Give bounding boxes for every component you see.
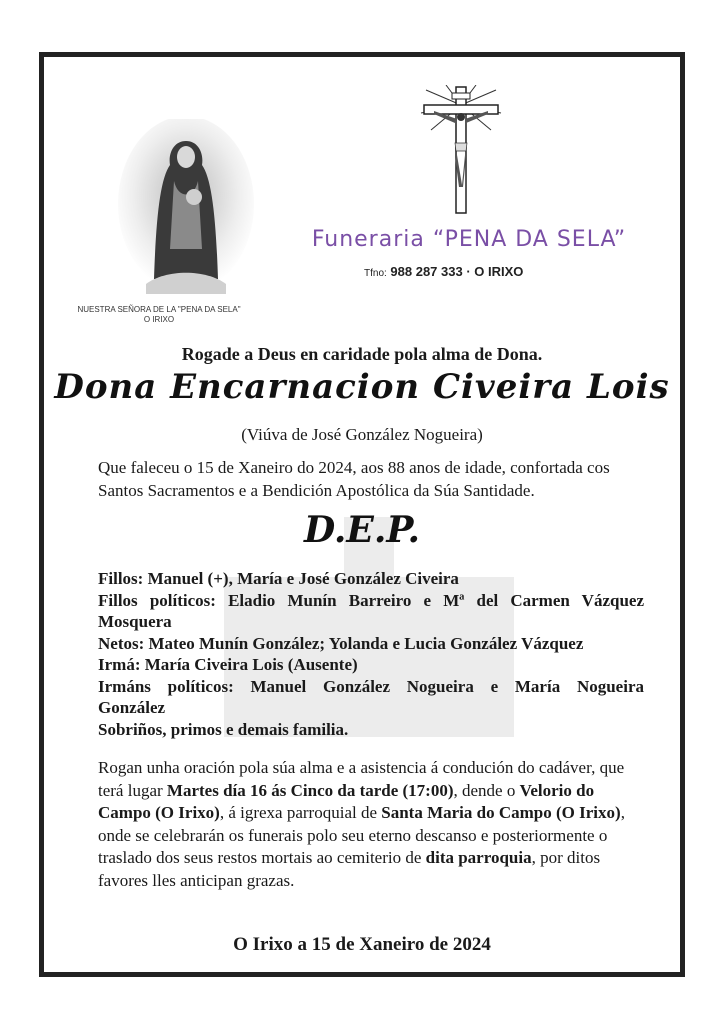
family-fillos: Fillos: Manuel (+), María e José González Civeira	[98, 569, 459, 588]
dep-line: D.E.P.	[303, 509, 421, 551]
funeral-date: Martes día 16 ás Cinco da tarde (17:00)	[166, 780, 454, 800]
rogade-line: Rogade a Deus en caridade pola alma de Dona.	[181, 344, 543, 364]
family-sobrinos: Sobriños, primos e demais familia.	[98, 719, 349, 739]
funeral-text-2: , dende o	[453, 780, 520, 800]
family-netos: Netos: Mateo Munín González; Yolanda e Lucia González Vázquez	[98, 633, 584, 653]
death-paragraph: Que faleceu o 15 de Xaneiro do 2024, aos 88 anos de idade, confortada cos Santos Sacramentos e a Bendición Apostólica da Súa Santidade.	[98, 458, 610, 500]
funeral-cemetery: dita parroquia	[425, 848, 532, 867]
family-irmans-politicos: Irmáns políticos: Manuel González Nogueira e María Nogueira	[98, 676, 644, 696]
family-fillos-politicos-cont: Mosquera	[98, 612, 172, 631]
funeraria-name: Funeraria “PENA DA SELA”	[311, 227, 627, 252]
closing-line: O Irixo a 15 de Xaneiro de 2024	[233, 934, 491, 955]
widow-line: (Viúva de José González Nogueira)	[241, 425, 483, 444]
deceased-name: Dona Encarnacion Civeira Lois	[54, 367, 670, 407]
family-fillos-politicos: Fillos políticos: Eladio Munín Barreiro e Mª del Carmen Vázquez	[98, 590, 644, 610]
virgin-caption	[54, 305, 264, 325]
notice-frame	[39, 52, 685, 977]
funeral-text-4: , onde se celebrarán os funerais polo seu eterno descanso e posteriormente o traslado dos seus restos mortais ao cemiterio de	[98, 803, 625, 867]
family-irmans-politicos-cont: González	[98, 698, 166, 717]
funeral-church: Santa Maria do Campo (O Irixo)	[381, 803, 621, 822]
funeral-text-3: , á igrexa parroquial de	[219, 803, 382, 822]
phone-value: 988 287 333 · O IRIXO	[390, 264, 524, 279]
funeral-paragraph	[98, 757, 644, 892]
crucifix-icon	[406, 85, 516, 215]
family-irma: Irmá: María Civeira Lois (Ausente)	[98, 655, 358, 674]
family-list	[98, 568, 644, 740]
funeral-text-1: Rogan unha oración pola súa alma e a asistencia á condución do cadáver, que terá lugar	[98, 758, 625, 800]
virgin-caption-line2: O IRIXO	[143, 315, 175, 324]
phone-label: Tfno:	[364, 268, 387, 279]
phone-line	[364, 264, 574, 279]
funeral-velorio: Velorio do Campo (O Irixo)	[98, 780, 595, 822]
virgin-caption-line1: NUESTRA SEÑORA DE LA "PENA DA SELA"	[77, 305, 241, 314]
funeral-text-5: , por ditos favores lles anticipan grazas.	[98, 848, 601, 890]
virgin-image	[116, 119, 256, 299]
